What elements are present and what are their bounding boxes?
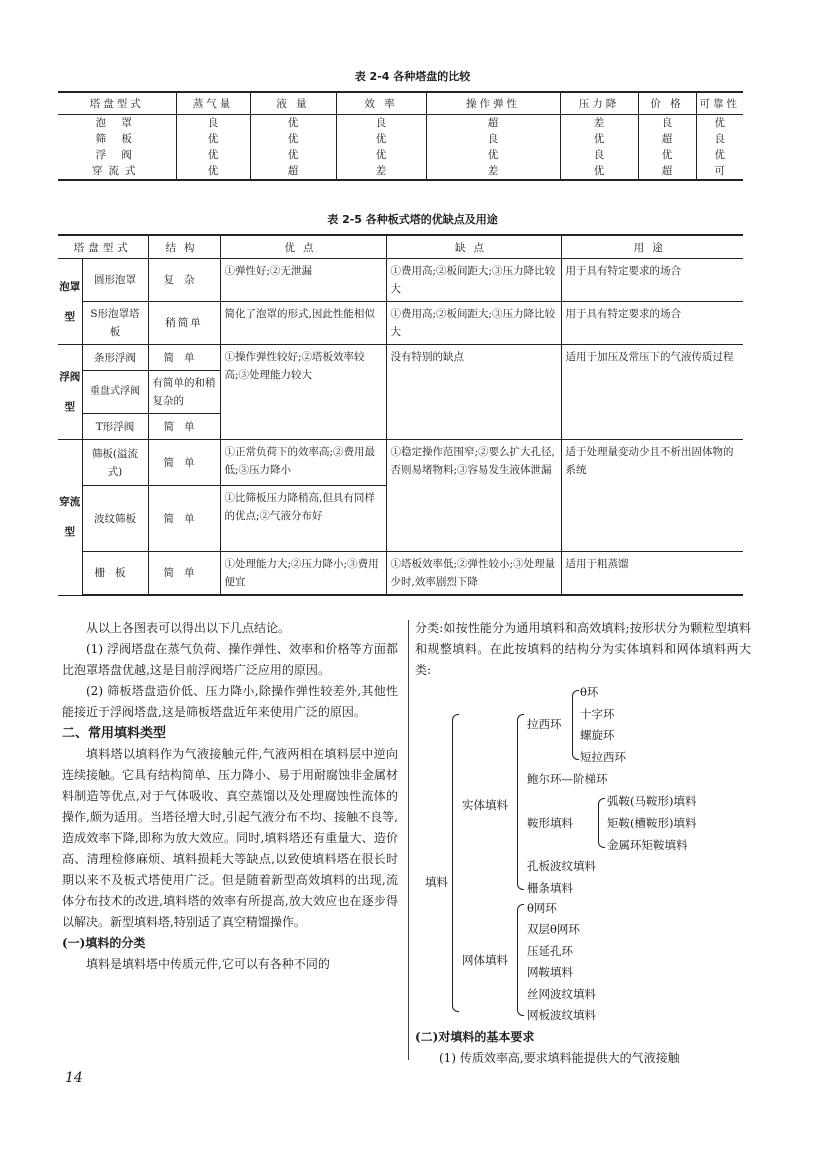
header-cell: 价 格 bbox=[638, 92, 696, 115]
adv-cell: ①比筛板压力降稍高,但具有同样的优点;②气液分布好 bbox=[220, 486, 386, 552]
left-column bbox=[62, 618, 398, 975]
use-cell: 适用于加压及常压下的气液传质过程 bbox=[561, 345, 743, 440]
struct-cell: 简单 bbox=[148, 552, 220, 596]
dis-cell: ①费用高;②板间距大;③压力降比较大 bbox=[386, 259, 561, 302]
tree-node-solid: 实体填料 bbox=[462, 798, 508, 812]
table-row bbox=[58, 131, 743, 147]
table-cell: 超 bbox=[250, 163, 336, 180]
table-cell: 良 bbox=[336, 115, 426, 132]
paragraph: (2) 筛板塔盘造价低、压力降小,除操作弹性较差外,其他性能接近于浮阀塔盘,这是筛板塔盘近年来使用广泛的原因。 bbox=[62, 684, 398, 719]
header-cell: 效 率 bbox=[336, 92, 426, 115]
table-cell: 优 bbox=[176, 147, 250, 163]
subsection-heading: (二)对填料的基本要求 bbox=[415, 1030, 535, 1044]
tree-brace bbox=[452, 714, 459, 1012]
table-cell: 优 bbox=[336, 147, 426, 163]
type-cell: S形泡罩塔板 bbox=[82, 302, 148, 345]
header-cell: 塔盘型式 bbox=[58, 235, 148, 259]
header-cell: 塔盘型式 bbox=[58, 92, 176, 115]
table-row bbox=[58, 115, 743, 132]
table-2-5-caption: 表 2-5 各种板式塔的优缺点及用途 bbox=[327, 213, 498, 226]
right-column-top bbox=[415, 618, 751, 681]
struct-cell: 简单 bbox=[148, 440, 220, 486]
struct-cell: 简单 bbox=[148, 486, 220, 552]
table-cell: 优 bbox=[696, 147, 743, 163]
tree-leaf: θ环 bbox=[580, 685, 599, 699]
table-cell: 良 bbox=[176, 115, 250, 132]
table-cell: 超 bbox=[638, 131, 696, 147]
tree-node-perforated: 孔板波纹填料 bbox=[527, 859, 596, 873]
table-cell: 穿流式 bbox=[58, 163, 176, 180]
table-cell: 浮 阀 bbox=[95, 149, 138, 161]
type-cell: 重盘式浮阀 bbox=[82, 371, 148, 414]
tree-leaf: 螺旋环 bbox=[580, 728, 615, 742]
tree-leaf: 网板波纹填料 bbox=[527, 1008, 596, 1022]
dis-cell: ①稳定操作范围窄;②要么扩大孔径,否则易堵物料;③容易发生液体泄漏 bbox=[386, 440, 561, 552]
table-row bbox=[58, 302, 743, 345]
header-cell: 结构 bbox=[148, 235, 220, 259]
tree-leaf: 矩鞍(槽鞍形)填料 bbox=[607, 816, 697, 830]
adv-cell: ①弹性好;②无泄漏 bbox=[220, 259, 386, 302]
tree-leaf: 短拉西环 bbox=[580, 750, 626, 764]
use-cell: 适用于粗蒸馏 bbox=[561, 552, 743, 596]
header-cell: 操作弹性 bbox=[426, 92, 560, 115]
table-cell: 良 bbox=[696, 131, 743, 147]
tree-leaf: 压延孔环 bbox=[527, 944, 573, 958]
adv-cell: ①操作弹性较好;②塔板效率较高;③处理能力较大 bbox=[220, 345, 386, 440]
table-cell: 优 bbox=[250, 147, 336, 163]
tree-node-mesh: 网体填料 bbox=[462, 953, 508, 967]
type-cell: 波纹筛板 bbox=[82, 486, 148, 552]
tree-leaf: 丝网波纹填料 bbox=[527, 987, 596, 1001]
table-2-4-header bbox=[58, 92, 743, 115]
table-row bbox=[58, 259, 743, 302]
group-label-valve: 浮阀型 bbox=[58, 345, 82, 440]
header-cell: 优点 bbox=[220, 235, 386, 259]
table-cell: 良 bbox=[638, 115, 696, 132]
struct-cell: 稍简单 bbox=[148, 302, 220, 345]
table-cell: 优 bbox=[560, 131, 638, 147]
table-cell: 优 bbox=[250, 115, 336, 132]
tree-leaf: 十字环 bbox=[580, 707, 615, 721]
table-cell: 超 bbox=[426, 115, 560, 132]
table-cell: 可 bbox=[696, 163, 743, 180]
subsection-heading: (一)填料的分类 bbox=[62, 936, 146, 950]
tree-brace bbox=[517, 904, 524, 1016]
table-2-4 bbox=[58, 91, 743, 181]
tree-brace bbox=[517, 714, 524, 890]
header-cell: 缺点 bbox=[386, 235, 561, 259]
table-cell: 良 bbox=[426, 131, 560, 147]
type-cell: 栅板 bbox=[82, 552, 148, 596]
table-2-5-header bbox=[58, 235, 743, 259]
table-cell: 差 bbox=[560, 115, 638, 132]
adv-cell: ①处理能力大;②压力降小;③费用便宜 bbox=[220, 552, 386, 596]
tree-leaf: θ网环 bbox=[527, 901, 557, 915]
header-cell: 液 量 bbox=[250, 92, 336, 115]
paragraph: 分类:如按性能分为通用填料和高效填料;按形状分为颗粒型填料和规整填料。在此按填料的结构分为实体填料和网体填料两大类: bbox=[415, 621, 751, 677]
struct-cell: 有简单的和稍复杂的 bbox=[148, 371, 220, 414]
paragraph: (1) 浮阀塔盘在蒸气负荷、操作弹性、效率和价格等方面都比泡罩塔盘优越,这是目前浮阀塔广泛应用的原因。 bbox=[62, 642, 398, 677]
table-cell: 优 bbox=[336, 131, 426, 147]
type-cell: 圆形泡罩 bbox=[82, 259, 148, 302]
paragraph: 从以上各图表可以得出以下几点结论。 bbox=[86, 621, 291, 635]
table-row bbox=[58, 552, 743, 596]
tree-root: 填料 bbox=[425, 875, 448, 889]
table-cell: 优 bbox=[250, 131, 336, 147]
tree-leaf: 网鞍填料 bbox=[527, 965, 573, 979]
table-cell: 优 bbox=[426, 147, 560, 163]
table-cell: 筛 板 bbox=[95, 133, 138, 145]
type-cell: 筛板(溢流式) bbox=[82, 440, 148, 486]
header-cell: 压力降 bbox=[560, 92, 638, 115]
table-2-4-caption: 表 2-4 各种塔盘的比较 bbox=[354, 70, 471, 83]
dis-cell: ①塔板效率低;②弹性较小;③处理量少时,效率剧烈下降 bbox=[386, 552, 561, 596]
paragraph: 填料是填料塔中传质元件,它可以有各种不同的 bbox=[86, 957, 330, 971]
table-cell: 超 bbox=[638, 163, 696, 180]
table-cell: 优 bbox=[560, 163, 638, 180]
tree-brace bbox=[572, 690, 579, 760]
tree-leaf: 双层θ网环 bbox=[527, 922, 580, 936]
group-label-cross: 穿流型 bbox=[58, 440, 82, 596]
tree-node-saddle: 鞍形填料 bbox=[527, 816, 573, 830]
table-row bbox=[58, 147, 743, 163]
table-2-5 bbox=[58, 234, 743, 596]
table-cell: 优 bbox=[638, 147, 696, 163]
use-cell: 适于处理量变动少且不析出固体物的系统 bbox=[561, 440, 743, 552]
type-cell: 条形浮阀 bbox=[82, 345, 148, 371]
table-row bbox=[58, 345, 743, 371]
adv-cell: 简化了泡罩的形式,因此性能相似 bbox=[220, 302, 386, 345]
use-cell: 用于具有特定要求的场合 bbox=[561, 302, 743, 345]
table-cell: 良 bbox=[560, 147, 638, 163]
group-label-bubble: 泡罩型 bbox=[58, 259, 82, 345]
table-cell: 泡 罩 bbox=[95, 117, 138, 129]
table-row bbox=[58, 440, 743, 486]
table-cell: 差 bbox=[426, 163, 560, 180]
type-cell: T形浮阀 bbox=[82, 414, 148, 440]
paragraph: 填料塔以填料作为气液接触元件,气液两相在填料层中逆向连续接触。它具有结构简单、压力降小、易于用耐腐蚀非金属材料制造等优点,对于气体吸收、真空蒸馏以及处理腐蚀性流体的操作,颇为适用。当塔径增大时,引起气液分布不均、接触不良等,造成效率下降,即称为放大效应。同时,填料塔还有重量大、造价高、清理检修麻烦、填料损耗大等缺点,以致使填料塔在很长时期以来不及板式塔使用广泛。但是随着新型高效填料的出现,流体分布技术的改进,填料塔的效率有所提高,放大效应也在逐步得以解决。新型填料塔,特别适了真空精馏操作。 bbox=[62, 747, 399, 929]
tree-node-raschig: 拉西环 bbox=[527, 717, 562, 731]
struct-cell: 简单 bbox=[148, 414, 220, 440]
paragraph: (1) 传质效率高,要求填料能提供大的气液接触 bbox=[439, 1051, 680, 1065]
struct-cell: 复杂 bbox=[148, 259, 220, 302]
dis-cell: 没有特别的缺点 bbox=[386, 345, 561, 440]
header-cell: 可靠性 bbox=[696, 92, 743, 115]
tree-brace bbox=[598, 798, 605, 848]
column-divider bbox=[408, 620, 409, 1060]
struct-cell: 简单 bbox=[148, 345, 220, 371]
tree-node-grid: 栅条填料 bbox=[527, 881, 573, 895]
page-number: 14 bbox=[65, 1070, 83, 1086]
table-row bbox=[58, 163, 743, 180]
header-cell: 蒸气量 bbox=[176, 92, 250, 115]
tree-leaf: 弧鞍(马鞍形)填料 bbox=[607, 794, 697, 808]
tree-leaf: 金属环矩鞍填料 bbox=[607, 838, 688, 852]
table-cell: 优 bbox=[176, 131, 250, 147]
table-cell: 优 bbox=[176, 163, 250, 180]
tree-node-pall: 鲍尔环—阶梯环 bbox=[527, 772, 608, 786]
table-cell: 优 bbox=[696, 115, 743, 132]
dis-cell: ①费用高;②板间距大;③压力降比较大 bbox=[386, 302, 561, 345]
right-column-bottom bbox=[415, 1027, 751, 1069]
section-heading: 二、常用填料类型 bbox=[62, 726, 167, 741]
adv-cell: ①正常负荷下的效率高;②费用最低;③压力降小 bbox=[220, 440, 386, 486]
header-cell: 用途 bbox=[561, 235, 743, 259]
use-cell: 用于具有特定要求的场合 bbox=[561, 259, 743, 302]
table-cell: 差 bbox=[336, 163, 426, 180]
